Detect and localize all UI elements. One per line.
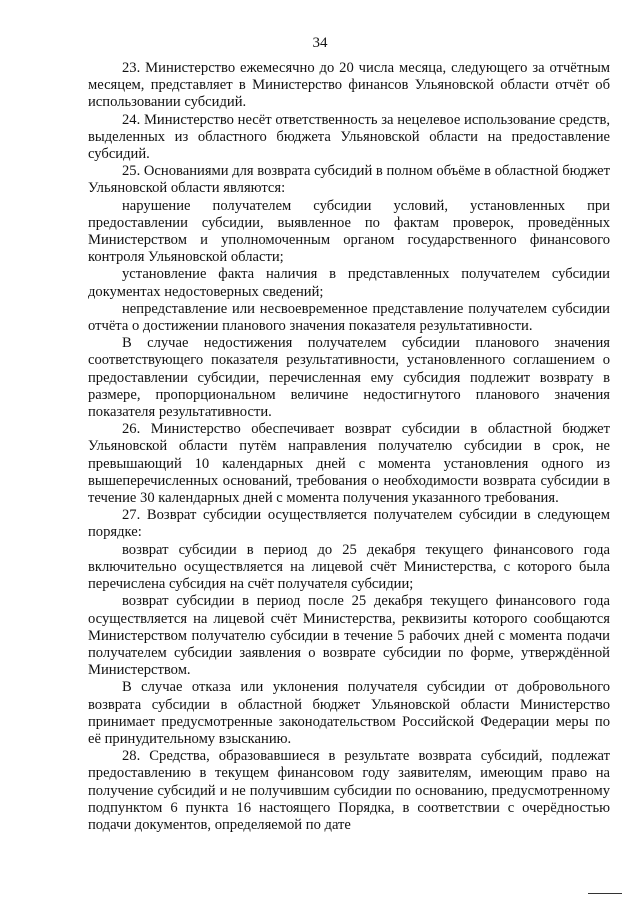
document-body bbox=[88, 60, 610, 834]
paragraph-25-item-3: непредставление или несвоевременное представление получателем субсидии отчёта о достижении планового значения показателя результативности. bbox=[88, 300, 610, 335]
paragraph-28: 28. Средства, образовавшиеся в результате возврата субсидий, подлежат предоставлению в текущем финансовом году заявителям, имеющим право на получение субсидий и не получившим субсидии по основанию, предусмотренному подпунктом 6 пункта 16 настоящего Порядка, в соответствии с очерёдностью подачи документов, определяемой по дате bbox=[88, 748, 610, 833]
paragraph-23: 23. Министерство ежемесячно до 20 числа месяца, следующего за отчётным месяцем, представляет в Министерство финансов Ульяновской области отчёт об использовании субсидий. bbox=[88, 60, 610, 111]
paragraph-27-item-2: возврат субсидии в период после 25 декабря текущего финансового года осуществляется на лицевой счёт Министерства, реквизиты которого сообщаются Министерством получателю субсидии в течение 5 рабочих дней с момента подачи получателем субсидии заявления о возврате субсидии по форме, утверждённой Министерством. bbox=[88, 593, 610, 679]
paragraph-25-note: В случае недостижения получателем субсидии планового значения соответствующего показателя результативности, установленного соглашением о предоставлении субсидии, перечисленная ему субсидия подлежит возврату в размере, пропорциональном величине недостигнутого планового значения показателя результативности. bbox=[88, 335, 610, 421]
page-number: 34 bbox=[312, 35, 328, 51]
page-edge-mark bbox=[588, 893, 622, 894]
paragraph-25-item-2: установление факта наличия в представленных получателем субсидии документах недостоверных сведений; bbox=[88, 266, 610, 300]
paragraph-24: 24. Министерство несёт ответственность за нецелевое использование средств, выделенных из областного бюджета Ульяновской области на предоставление субсидий. bbox=[88, 111, 610, 163]
paragraph-27-item-1: возврат субсидии в период до 25 декабря текущего финансового года включительно осуществляется на лицевой счёт Министерства, с которого была перечислена субсидия на счёт получателя субсидии; bbox=[88, 541, 610, 593]
paragraph-27: 27. Возврат субсидии осуществляется получателем субсидии в следующем порядке: bbox=[88, 507, 610, 541]
paragraph-25: 25. Основаниями для возврата субсидий в полном объёме в областной бюджет Ульяновской области являются: bbox=[88, 163, 610, 197]
paragraph-27-note: В случае отказа или уклонения получателя субсидии от добровольного возврата субсидии в областной бюджет Ульяновской области Министерство принимает предусмотренные законодательством Российской Федерации меры по её принудительному взысканию. bbox=[88, 679, 610, 747]
paragraph-25-item-1: нарушение получателем субсидии условий, установленных при предоставлении субсидии, выявленное по фактам проверок, проведённых Министерством и уполномоченным органом государственного финансового контроля Ульяновской области; bbox=[88, 197, 610, 266]
paragraph-26: 26. Министерство обеспечивает возврат субсидии в областной бюджет Ульяновской области путём направления получателю субсидии в срок, не превышающий 10 календарных дней с момента установления одного из вышеперечисленных оснований, требования о необходимости возврата субсидии в течение 30 календарных дней с момента получения указанного требования. bbox=[88, 421, 610, 507]
